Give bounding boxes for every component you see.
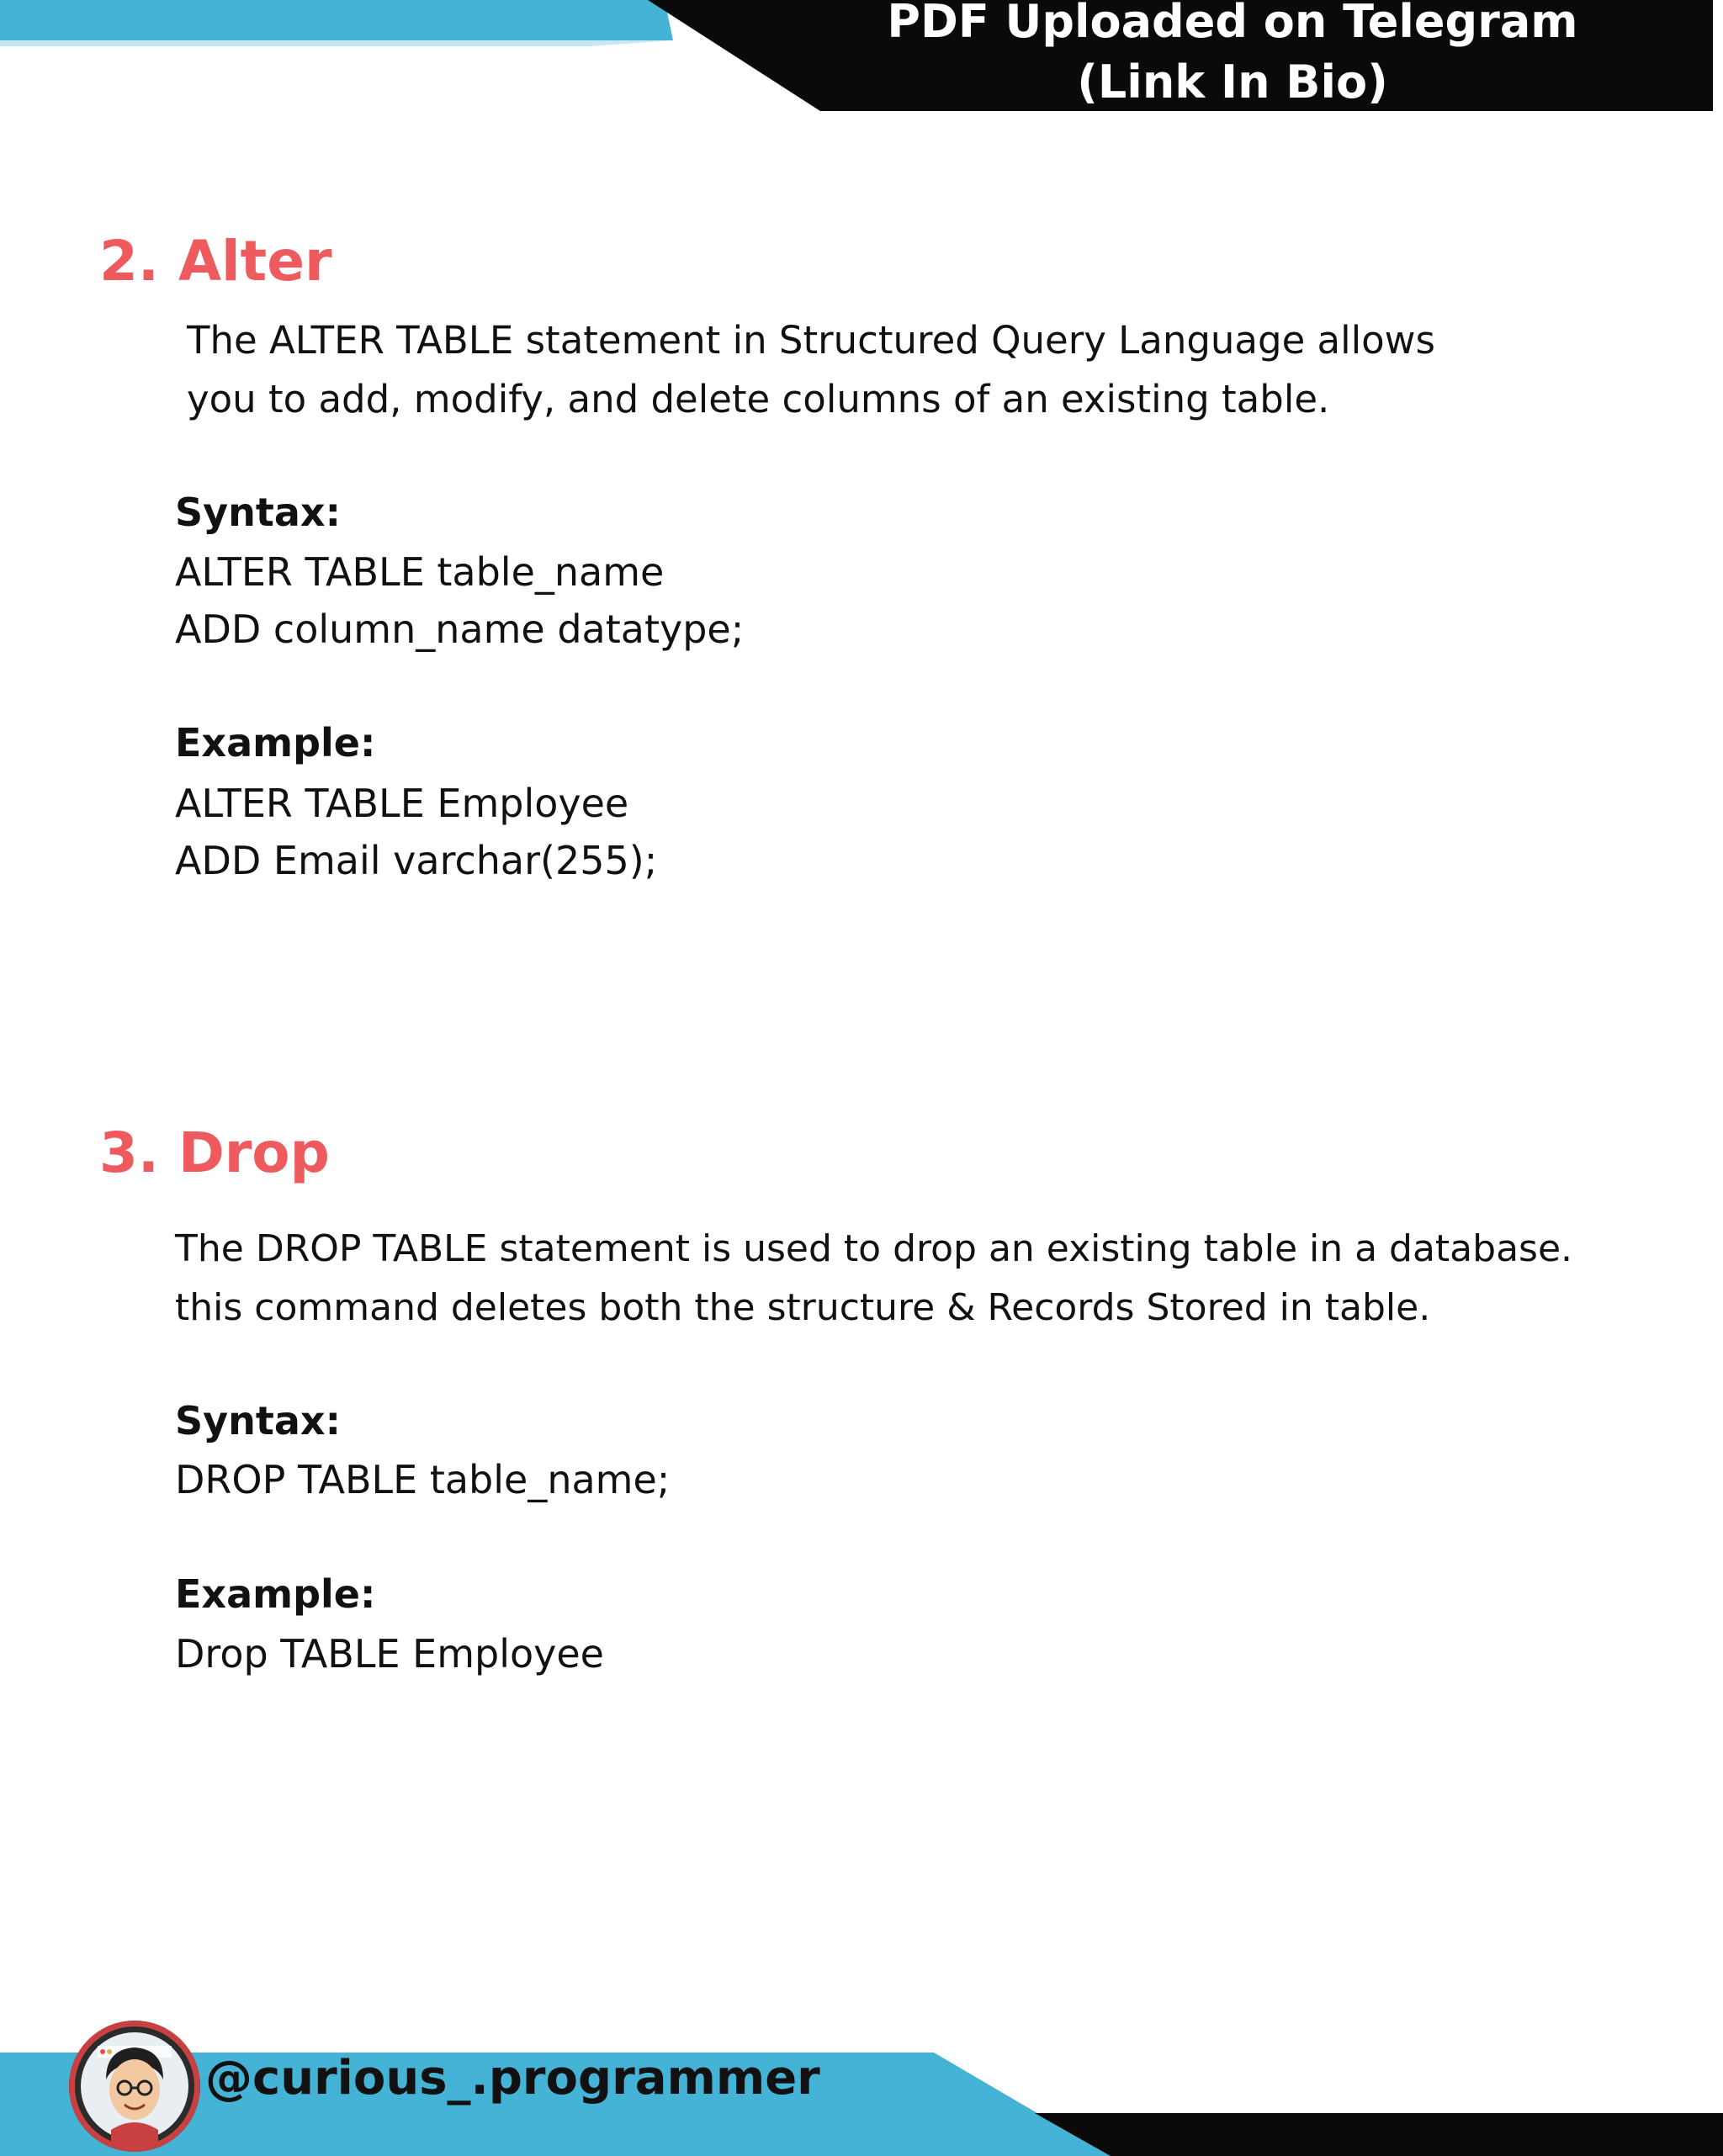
- code-line: ADD Email varchar(255);: [175, 838, 658, 883]
- code-line: ADD column_name datatype;: [175, 607, 745, 652]
- drop-syntax-label: Syntax:: [175, 1398, 341, 1444]
- drop-example-label: Example:: [175, 1571, 376, 1617]
- section-title-drop: 3. Drop: [99, 1120, 330, 1185]
- drop-description-line: The DROP TABLE statement is used to drop an existing table in a database.: [175, 1227, 1573, 1270]
- top-banner: [0, 0, 1723, 118]
- programmer-avatar-icon: [69, 2021, 200, 2152]
- footer-handle[interactable]: @curious_.programmer: [205, 2051, 820, 2106]
- alter-description-line: The ALTER TABLE statement in Structured Query Language allows: [187, 318, 1435, 363]
- banner-line-2: (Link In Bio): [1077, 56, 1388, 109]
- drop-syntax-code: [175, 1451, 670, 1508]
- alter-syntax-code: [175, 543, 744, 658]
- section-title-alter: 2. Alter: [99, 229, 332, 294]
- drop-description-line: this command deletes both the structure & Records Stored in table.: [175, 1286, 1431, 1329]
- banner-line-1: PDF Uploaded on Telegram: [887, 0, 1578, 48]
- code-line: ALTER TABLE table_name: [175, 549, 665, 595]
- alter-example-label: Example:: [175, 720, 376, 765]
- alter-description-line: you to add, modify, and delete columns of an existing table.: [187, 377, 1330, 421]
- code-line: DROP TABLE table_name;: [175, 1457, 671, 1502]
- code-line: ALTER TABLE Employee: [175, 781, 629, 826]
- banner-text: [875, 0, 1590, 113]
- drop-example-code: [175, 1625, 604, 1682]
- alter-syntax-label: Syntax:: [175, 490, 341, 535]
- code-line: Drop TABLE Employee: [175, 1631, 604, 1677]
- drop-description: [175, 1220, 1572, 1338]
- alter-example-code: [175, 775, 657, 889]
- alter-description: [187, 311, 1435, 429]
